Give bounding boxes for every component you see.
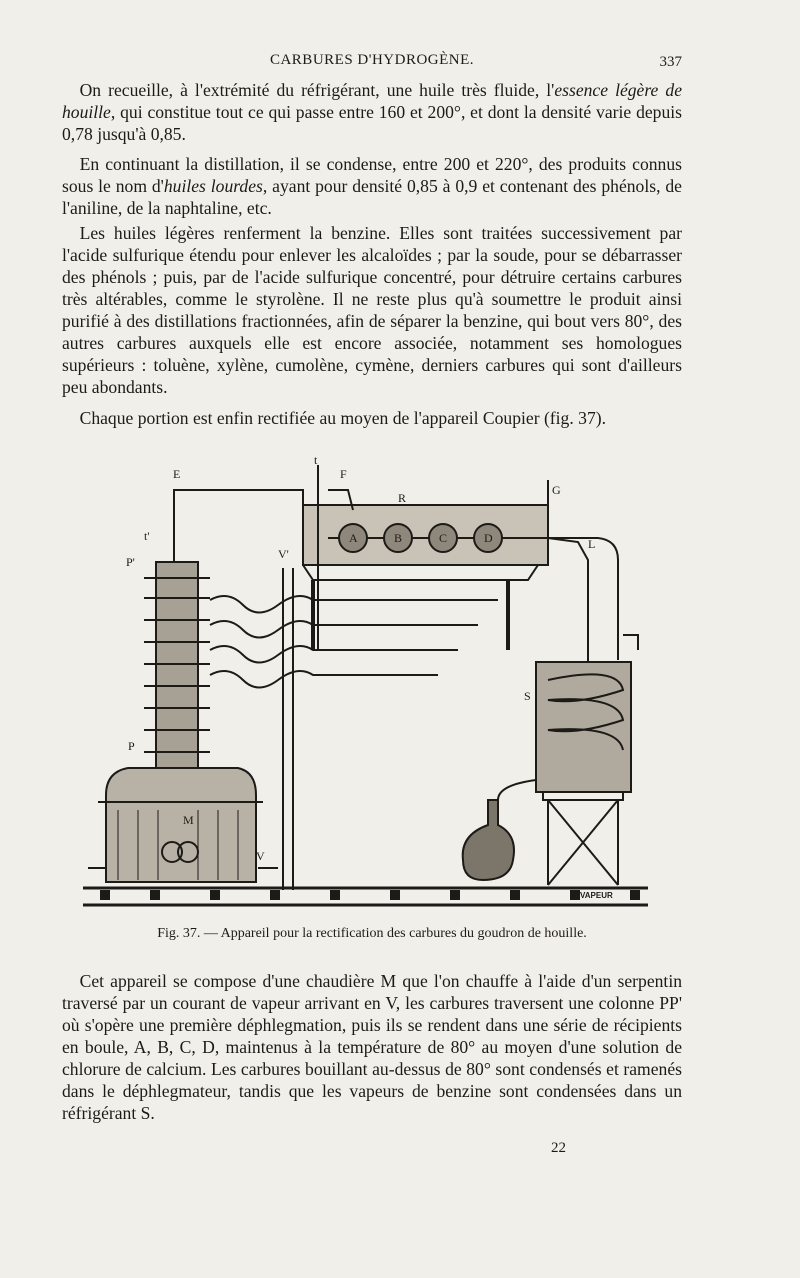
signature-mark: 22 [551,1140,566,1156]
label-E: E [173,467,181,481]
running-header [62,50,682,74]
figure-caption: Fig. 37. — Appareil pour la rectification des carbures du goudron de houille. [157,926,587,941]
apparatus-figure [78,450,688,920]
paragraph-essence-legere [62,79,682,145]
paragraph-text: Les huiles légères renferment la benzine. Elles sont traitées successivement par l'acide sulfurique étendu pour enlever les alcaloïdes ; par la soude, pour se débarrasser des phénols ; puis, par de l'acide sulfurique concentré, pour détruire certains carbures très altérables, comme le styrolène. Il ne reste plus qu'à soumettre le produit ainsi purifié à des distillations fractionnées, afin de séparer la benzine, qui bout vers 80°, des autres carbures auxquels elle est encore associée, notamment ses homologues supérieurs : toluène, xylène, cumolène, cymène, derniers carbures qui sont d'ailleurs peu abondants. [62,223,682,397]
label-V: V [256,849,265,863]
label-C: C [439,531,448,545]
paragraph-text: On recueille, à l'extrémité du réfrigérant, une huile très fluide, l' [79,80,555,100]
paragraph-text: En continuant la distillation, il se condense, entre 200 et 220°, des produits connus sous le nom d' [62,154,682,196]
label-A: A [349,531,358,545]
label-B: B [394,531,403,545]
paragraph-rectification [62,407,682,429]
page-number: 337 [659,54,682,70]
label-P: P [128,739,135,753]
paragraph-text: , qui constitue tout ce qui passe entre 160 et 200°, et dont la densité varie depuis 0,78 jusqu'à 0,85. [62,102,682,144]
italic-term: huiles lourdes [163,176,263,196]
label-R: R [398,491,407,505]
label-M: M [183,813,194,827]
paragraph-text: , ayant pour densité 0,85 à 0,9 et contenant des phénols, de l'aniline, de la naphtaline, etc. [62,176,682,218]
label-V-prime: V' [278,547,289,561]
paragraph-text: Cet appareil se compose d'une chaudière M que l'on chauffe à l'aide d'un serpentin traversé par un courant de vapeur arrivant en V, les carbures traversent une colonne PP' où s'opère une première déphlegmation, puis ils se rendent dans une série de récipients en boule, A, B, C, D, maintenus à la température de 80° au moyen d'une solution de chlorure de calcium. Les carbures bouillant au-dessus de 80° sont condensés et ramenés dans le déphlegmateur, tandis que les vapeurs de benzine sont condensées dans un réfrigérant S. [62,971,682,1123]
paragraph-description-appareil [62,970,682,1124]
label-P-prime: P' [126,555,135,569]
label-vapeur: VAPEUR [580,891,613,900]
label-F: F [340,467,347,481]
running-title: CARBURES D'HYDROGÈNE. [269,52,475,68]
paragraph-huiles-legeres [62,222,682,398]
italic-term: essence légère de houille [62,80,682,122]
label-G: G [552,483,561,497]
label-t: t [314,453,318,467]
label-S: S [524,689,531,703]
label-L: L [588,537,596,551]
paragraph-text: Chaque portion est enfin rectifiée au moyen de l'appareil Coupier (fig. 37). [79,408,606,428]
label-t-prime: t' [144,529,150,543]
label-D: D [484,531,493,545]
paragraph-huiles-lourdes [62,153,682,219]
